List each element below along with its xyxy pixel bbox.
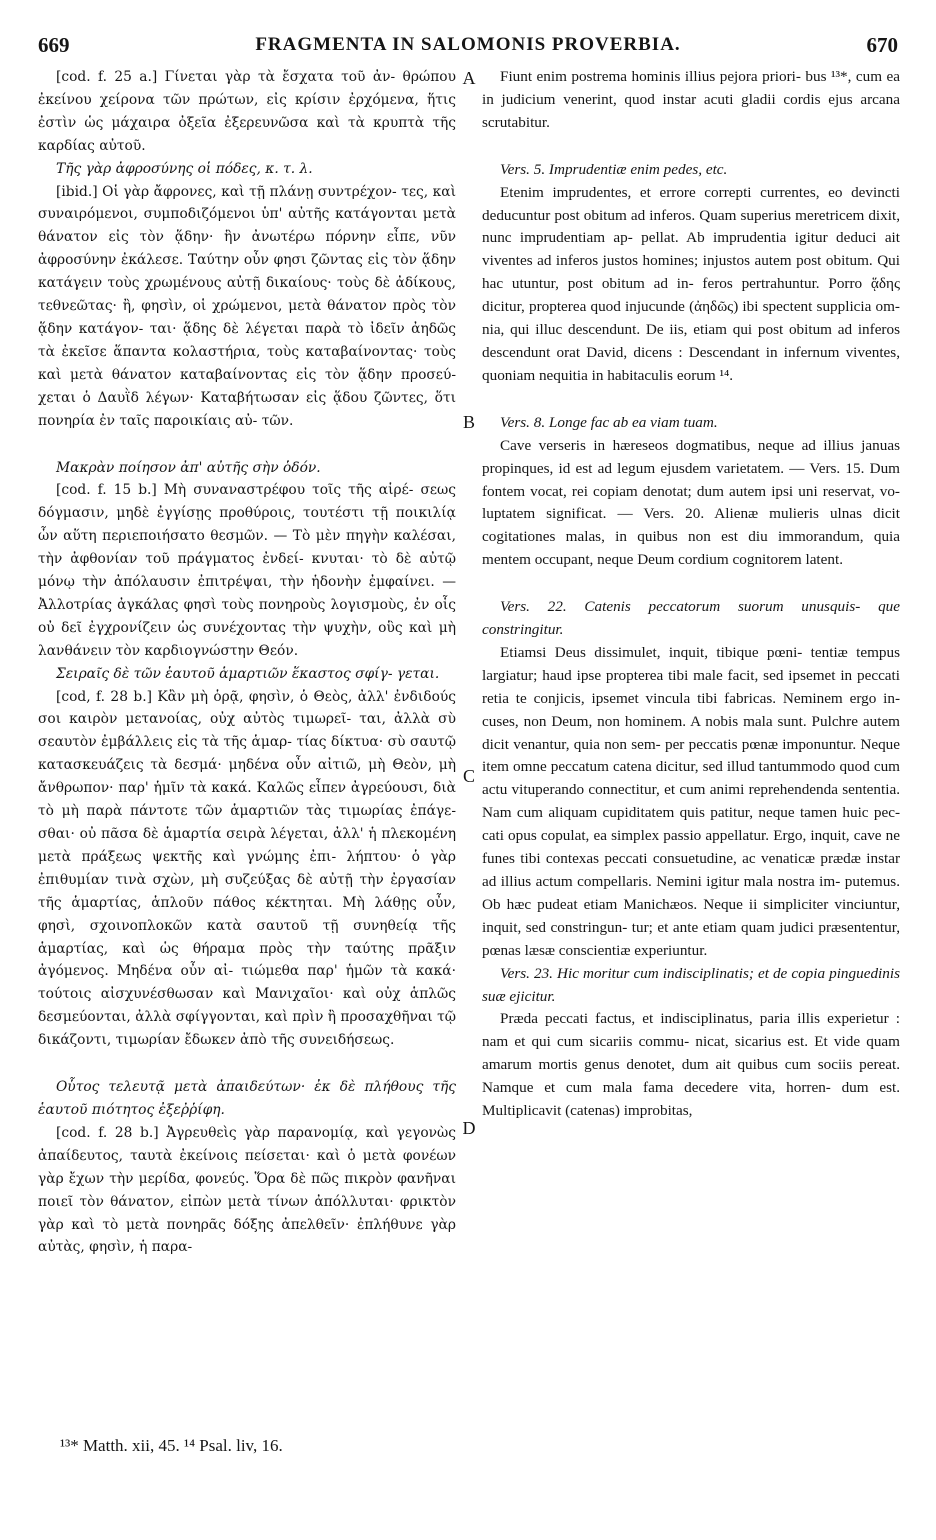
paragraph: [cod. f. 28 b.] Ἀγρευθεὶς γὰρ παρανομίᾳ, καὶ γεγονὼς ἀπαίδευτος, ταυτὰ ἐκείνοις πείσεται· καὶ ὁ μετὰ φονέων γὰρ ἔχων τὴν μερίδα, φονεύς. Ὅρα δὲ πῶς πικρὸν φανῆναι ποιεῖ τὸν θάνατον, εἰπὼν μετὰ τίνων ἀπόλλυται· φρικτὸν γὰρ καὶ τὸ μετὰ πονηρᾶς δόξης ἀπελθεῖν· ἐπλήθυνε γὰρ αὐτὰς, φησὶν, ἡ παρα- xyxy=(38,1124,456,1256)
spacer xyxy=(482,572,900,596)
paragraph: Etiamsi Deus dissimulet, inquit, tibique pœni- tentiæ tempus largiatur; haud ipse propterea tibi male facit, sed ipsemet in peccati retia te conjicis, ipsemet vincula tibi fabricas. Neminem ergo in- cuses, non Deum, non hominem. A nobis mala sunt. Pulchre autem dicit venantur, quia non sem- per peccatis pœnæ imponuntur. Neque item omne peccatum catena dicitur, sed illud tantummodo quod cum actu vituperando connectitur, et cum animi reprehendenda sententia. Nam cum aliquam cupiditatem quis patitur, neque tamen huic pec- cati opus copulat, ea simplex passio appellatur. Ergo, inquit, cave ne funes tibi contexas peccati consuetudine, ac venaticæ prædæ instar ad illius actum compellaris. Nemini igitur mala nostra im- putemus. Ob hæc pudeat etiam Manichæos. Neque ii simpliciter vinciuntur, inquit, sed constringun- tur; et ante etiam quam judici præsententur, pœnas læsæ conscientiæ experiuntur. xyxy=(482,643,900,959)
paragraph: [cod. f. 15 b.] Μὴ συναναστρέφου τοῖς τῆς αἱρέ- σεως δόγμασιν, μηδὲ ἐγγίσῃς προθύροις, τουτέστι τῇ ποικιλίᾳ ὧν αὕτη περιεποιήσατο θεσμῶν. — Τὸ μὲν πηγὴν καλέσαι, τὴν ἀφθονίαν τοῦ πράγματος ἐνδεί- κνυται· τὸ δὲ αὐτῷ μόνῳ τὴν ἀπόλαυσιν ἐπιτρέψαι, τὴν ἡδονὴν ἐμφαίνει. — Ἀλλοτρίας ἀγκάλας φησὶ τοὺς πονηροὺς λογισμοὺς, ἐν οἷς οὐ δεῖ ἐγχρονίζειν ὡς συνέχοντας τὴν ψυχὴν, οὓς καὶ μὴ λανθάνειν τὸν καρδιογνώστην Θεόν. xyxy=(38,482,456,659)
running-title: FRAGMENTA IN SALOMONIS PROVERBIA. xyxy=(255,34,681,55)
spacer xyxy=(482,135,900,159)
margin-marker-d: D xyxy=(462,1118,476,1138)
lemma-heading: Οὗτος τελευτᾷ μετὰ ἀπαιδεύτων· ἐκ δὲ πλήθους τῆς ἑαυτοῦ πιότητος ἐξεῤῥίφη. xyxy=(38,1079,456,1118)
margin-marker-c: C xyxy=(462,766,475,786)
paragraph: Fiunt enim postrema hominis illius pejora priori- bus ¹³*, cum ea in judicium venerint, quod instar acuti gladii cordis ejus arcana scrutabitur. xyxy=(482,68,900,131)
lemma-heading: Vers. 8. Longe fac ab ea viam tuam. xyxy=(500,413,718,431)
lemma-heading: Σειραῖς δὲ τῶν ἑαυτοῦ ἁμαρτιῶν ἕκαστος σφίγ- γεται. xyxy=(56,665,440,682)
lemma-heading: Τῆς γὰρ ἀφροσύνης οἱ πόδες, κ. τ. λ. xyxy=(56,160,313,177)
margin-marker-b: B xyxy=(462,412,475,432)
margin-marker-a: A xyxy=(462,68,476,88)
paragraph: [cod, f. 28 b.] Κἂν μὴ ὁρᾷ, φησὶν, ὁ Θεὸς, ἀλλ' ἐνδιδούς σοι καιρὸν μετανοίας, οὐχ αὐτὸς τιμωρεῖ- ται, ἀλλὰ σὺ σεαυτὸν ἐμβάλλεις εἰς τὰ τῆς ἁμαρ- τίας δίκτυα· σὺ σαυτῷ κατασκευάζεις τὰ δεσμά· μηδένα οὖν αἰτιῶ, μὴ Θεὸν, μὴ ἄνθρωπον· παρ' ἡμῖν τὰ κακά. Καλῶς εἶπεν ἀγρεύουσι, διὰ τὸ μὴ παρὰ πάντοτε τῶν ἁμαρτιῶν τὰς τιμωρίας ἐπάγε- σθαι· οὐ πᾶσα δὲ ἁμαρτία σειρὰ λέγεται, ἀλλ' ἡ πλεκομένη μετὰ πράξεως ψεκτῆς καὶ γνώμης ἐπι- λήπτου· ὁ γὰρ ἐπιθυμίαν τινὰ σχὼν, μὴ συζεύξας δὲ αὐτῇ τὴν ἐργασίαν τῆς ἁμαρτίας, ἁπλοῦν πάθος κέκτηται. Μὴ λάθῃς οὖν, φησὶ, σχοινοπλοκῶν κατὰ σαυτοῦ τῇ συνηθείᾳ τῆς ἁμαρτίας, καὶ ὡς θήραμα πρὸς τὴν ταύτης πρᾶξιν ἀγόμενος. Μηδένα οὖν αἰ- τιώμεθα παρ' ἡμῶν τὰ κακά· τούτοις αἰσχυνέσθωσαν καὶ Μανιχαῖοι· καὶ οὐχ ἁπλῶς δεσμεύονται, ἀλλὰ σφίγγονται, καὶ πρὶν ἢ προσαχθῆναι τῷ δικάζοντι, τιμωρίαν ἔδωκεν ἀπὸ τῆς συνειδήσεως. xyxy=(38,688,456,1049)
paragraph: [cod. f. 25 a.] Γίνεται γὰρ τὰ ἔσχατα τοῦ ἀν- θρώπου ἐκείνου χείρονα τῶν πρώτων, εἰς κρίσιν ἐρχόμενα, ἥτις ἐστὶν ὡς μάχαιρα ὀξεῖα ἐξερευνῶσα καὶ τὰ κρυπτὰ τῆς καρδίας αὐτοῦ. xyxy=(38,69,456,154)
paragraph: Etenim imprudentes, et errore correpti currentes, eo devincti deducuntur post obitum ad inferos. Quam superius meretricem dixit, nunc imprudentiam ap- pellat. Ab imprudentia igitur deduci ait viventes ad inferos justos homines; injustos autem post obitum. Qui hac utuntur, post obitum ad in- feros pertrahuntur. Porro ᾅδης dicitur, propterea quod injucunde (ἀηδῶς) ibi spectent supplicia om- nia, qui illuc descendunt. De iis, etiam qui post obitum ad inferos descendunt orat David, dicens : Descendant in infernum viventes, quoniam nequitia in habitaculis eorum ¹⁴. xyxy=(482,183,900,384)
lemma-heading: Vers. 22. Catenis peccatorum suorum unusquis- que constringitur. xyxy=(482,598,900,639)
lemma-heading: Μακρὰν ποίησον ἀπ' αὐτῆς σὴν ὁδόν. xyxy=(56,459,321,476)
paragraph: Præda peccati factus, et indisciplinatus, paria illis experietur : nam et qui cum sicariis commu- nicat, sicarius est. Et vide quam amarum mortis genus denotet, dum ait quibus cum sociis pereat. Namque et cum mala fama decedere vita, horren- dum est. Multiplicavit (catenas) improbitas, xyxy=(482,1010,900,1120)
spacer xyxy=(482,388,900,412)
lemma-heading: Vers. 5. Imprudentiæ enim pedes, etc. xyxy=(500,160,728,178)
page-number-right: 670 xyxy=(866,32,898,57)
paragraph: [ibid.] Οἱ γὰρ ἄφρονες, καὶ τῇ πλάνῃ συντρέχον- τες, καὶ συναιρόμενοι, συμποδιζόμενοι ὑπ' αὐτῆς κατάγονται μετὰ θάνατον εἰς τὸν ᾅδην· ἣν ἀνωτέρω πόρνην εἶπε, νῦν ἀφροσύνην ἐκάλεσε. Ταύτην οὖν φησι ζῶντας εἰς τὸν ᾅδην κατάγειν τοὺς χρωμένους αὐτῇ δικαίους· τοὺς δὲ ἀδίκους, τεθνεῶτας· ἢ, φησὶν, οἱ χρώμενοι, μετὰ θάνατον πρὸς τὸν ᾅδην κατάγον- ται· ᾅδης δὲ λέγεται παρὰ τὸ ἰδεῖν ἀηδῶς τὰ ἐκεῖσε ἅπαντα κολαστήρια, τοὺς καταβαίνοντας· τοὺς καὶ μετὰ θάνατον καταβαίνοντας εἰς τὸν ᾅδην προσεύ- χεται ὁ Δαυῒδ λέγων· Καταβήτωσαν εἰς ᾅδου ζῶντες, ὅτι πονηρία ἐν ταῖς παροικίαις αὐ- τῶν. xyxy=(38,183,456,429)
footnotes: ¹³* Matth. xii, 45. ¹⁴ Psal. liv, 16. xyxy=(60,1436,283,1455)
page-number-left: 669 xyxy=(38,32,70,57)
page-header xyxy=(38,30,898,60)
spacer xyxy=(38,433,456,457)
paragraph: Cave verseris in hæreseos dogmatibus, neque ad illius januas propinques, id est ad legum ejusdem varietatem. — Vers. 15. Dum fontem vocat, rei copiam denotat; dum autem ipsi uni reservat, vo- luptatem significat. — Vers. 20. Alienæ mulieris ulnas dicit cogitationes malas, in quibus non est diu immorandum, quia mentem occupant, neque Deum cordium cognitorem latent. xyxy=(482,436,900,569)
spacer xyxy=(38,1052,456,1076)
greek-column xyxy=(38,66,456,1444)
lemma-heading: Vers. 23. Hic moritur cum indisciplinatis; et de copia pinguedinis suæ ejicitur. xyxy=(482,964,900,1005)
latin-column xyxy=(482,66,900,1444)
